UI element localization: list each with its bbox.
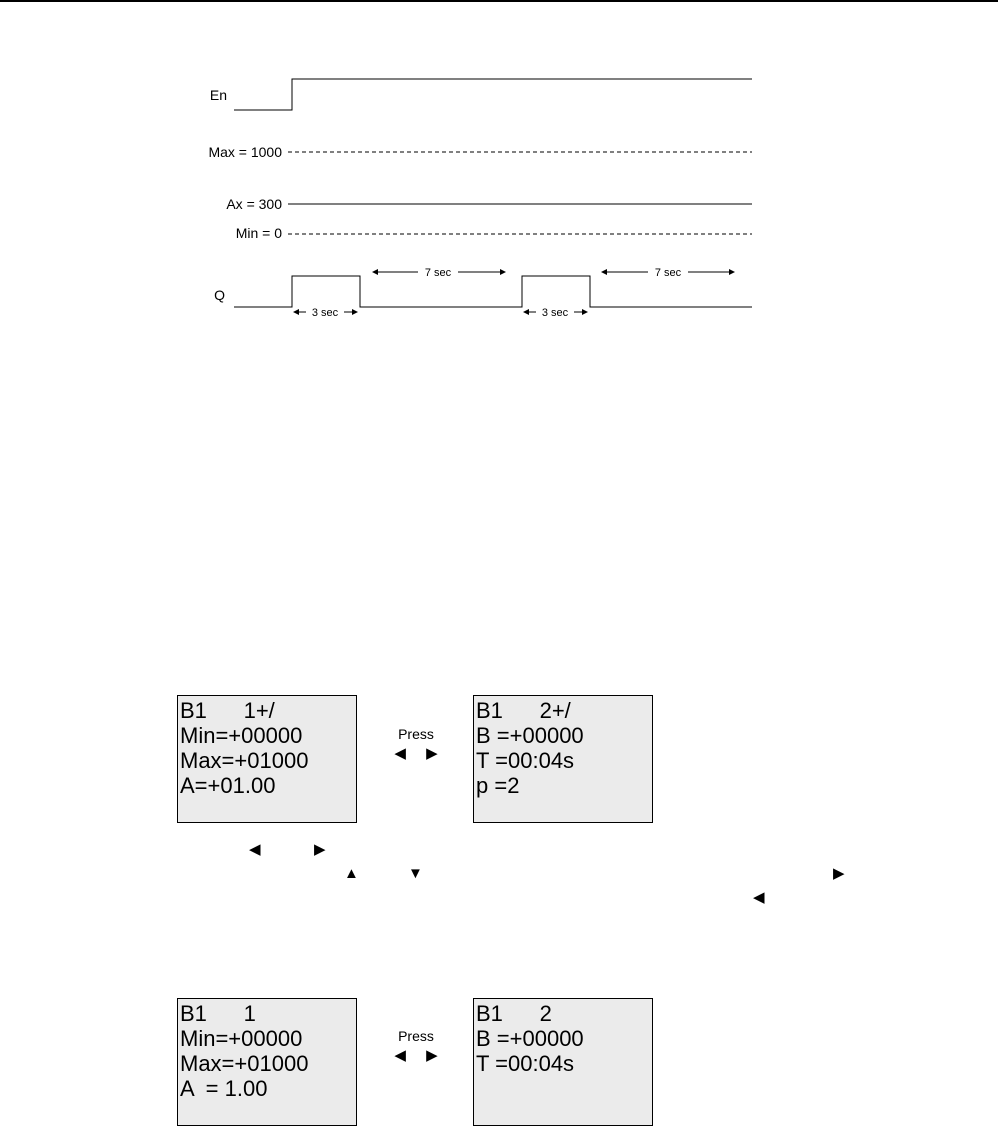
press-instruction-1 [386,726,446,762]
lcd-line: p =2 [476,773,520,798]
left-arrow-icon: ◀ [753,889,765,906]
q-label: Q [214,287,225,303]
press-label: Press [398,726,434,742]
lcd-line: B1 1+/ [180,698,275,723]
min-label: Min = 0 [235,225,282,241]
right-arrow-icon: ▶ [833,865,845,882]
up-arrow-icon: ▲ [344,865,359,882]
max-label: Max = 1000 [208,144,282,160]
lcd-line: Min=+00000 [180,1026,303,1051]
right-arrow-icon: ▶ [314,841,326,858]
press-instruction-2 [386,1028,446,1064]
left-right-arrows-icon: ◀ ▶ [394,1047,446,1064]
lcd-screen-2-right [473,998,653,1126]
lcd-line: Min=+00000 [180,723,303,748]
duration-gap-2: 7 sec [654,267,682,279]
lcd-line: Max=+01000 [180,1051,309,1076]
down-arrow-icon: ▼ [408,865,423,882]
timing-diagram [0,0,998,340]
left-right-arrows-icon: ◀ ▶ [394,745,446,762]
lcd-line: B1 1 [180,1001,256,1026]
press-label: Press [398,1028,434,1044]
duration-pulse-1: 3 sec [311,307,339,319]
lcd-line: A = 1.00 [180,1076,268,1101]
lcd-line: B1 2 [476,1001,552,1026]
lcd-screen-2-left [177,998,357,1126]
left-arrow-icon: ◀ [249,841,261,858]
en-waveform [234,79,752,110]
lcd-screen-1-left [177,695,357,823]
lcd-line: A=+01.00 [180,773,276,798]
q-waveform [234,276,752,307]
ax-label: Ax = 300 [226,196,282,212]
lcd-line: B1 2+/ [476,698,571,723]
lcd-line: B =+00000 [476,723,584,748]
lcd-screen-1-right [473,695,653,823]
duration-gap-1: 7 sec [424,267,452,279]
lcd-line: T =00:04s [476,748,575,773]
lcd-line [476,1076,652,1101]
duration-pulse-2: 3 sec [541,307,569,319]
lcd-line: Max=+01000 [180,748,309,773]
lcd-line: T =00:04s [476,1051,575,1076]
lcd-line: B =+00000 [476,1026,584,1051]
en-label: En [209,87,227,103]
